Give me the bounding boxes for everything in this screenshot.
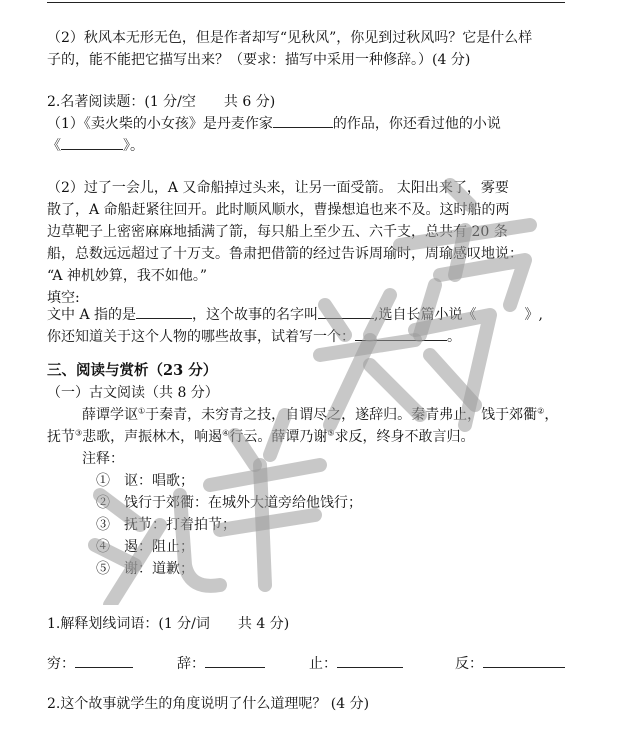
section3-subheading: （一）古文阅读（共 8 分） — [47, 385, 219, 401]
s2-q2-line: “A 神机妙算，我不如他。” — [47, 268, 208, 284]
author-blank[interactable] — [273, 113, 333, 128]
text-seg: 薛谭学讴 — [82, 407, 138, 423]
s2-q1-post: 的作品，你还看过他的小说 — [332, 116, 501, 132]
footnote-mark: ③ — [75, 428, 83, 438]
fill-label: 填空: — [47, 290, 80, 306]
novel-blank[interactable] — [61, 135, 123, 150]
q1-title: 1.解释划线词语：(1 分/词 共 4 分) — [47, 616, 290, 632]
section3-heading: 三、阅读与赏析（23 分） — [47, 362, 218, 379]
note-item: ③ 抚节：打着拍节； — [96, 517, 236, 533]
note-item: ① 讴：唱歌； — [96, 473, 194, 489]
word-explain-row — [47, 653, 567, 673]
s2-q2-line: （2）过了一会儿，A 又命船掉过头来，让另一面受箭。 太阳出来了，雾要 — [47, 180, 509, 196]
note-item: ⑤ 谢：道歉； — [96, 561, 194, 577]
q2-sub2-line2: 子的，能不能把它描写出来？（要求：描写中采用一种修辞。）(4 分) — [47, 52, 471, 68]
footnote-mark: ④ — [222, 428, 230, 438]
section2-title: 2.名著阅读题：(1 分/空 共 6 分) — [47, 94, 276, 110]
footnote-mark: ② — [537, 406, 545, 416]
classical-text-line1 — [82, 405, 558, 425]
text-seg: 行云。薛谭乃谢 — [229, 429, 328, 445]
word-item — [47, 653, 133, 674]
a-blank[interactable] — [136, 304, 192, 319]
text-seg: 悲歌，声振林木，响遏 — [82, 429, 223, 445]
s2-q2-line: 船，总数远远超过了十万支。鲁肃把借箭的经过告诉周瑜时，周瑜感叹地说： — [47, 246, 523, 262]
text-seg: 于秦青，未穷青之技，自谓尽之，遂辞归。秦青弗止，饯于郊衢 — [145, 407, 538, 423]
fill-c-text: ,选自长篇小说《 — [374, 307, 477, 323]
fill-line1 — [47, 304, 543, 325]
word-item — [177, 653, 265, 674]
fill-a-text: 文中 A 指的是 — [47, 307, 137, 323]
q2-title: 2.这个故事就学生的角度说明了什么道理呢？ (4 分) — [47, 696, 370, 712]
word-label: 辞： — [177, 656, 205, 672]
note-item: ④ 遏：阻止； — [96, 539, 194, 555]
notes-label: 注释： — [82, 451, 124, 467]
q2-sub2-line1: （2）秋风本无形无色，但是作者却写“见秋风”，你见到过秋风吗？它是什么样 — [47, 30, 533, 46]
word-label: 止： — [309, 656, 337, 672]
book-open-bracket: 《 — [47, 138, 61, 154]
word-item — [309, 653, 403, 674]
story-name-blank[interactable] — [318, 304, 374, 319]
s2-q1-pre: （1）《卖火柴的小女孩》是丹麦作家 — [47, 116, 273, 132]
word-blank[interactable] — [75, 653, 133, 668]
s2-q2-line: 边草靶子上密密麻麻地插满了箭，每只船上至少五、六千支，总共有 20 条 — [47, 224, 508, 240]
s2-q1-line2 — [47, 135, 144, 156]
note-item: ② 饯行于郊衢：在城外大道旁给他饯行； — [96, 495, 362, 511]
text-seg: 抚节 — [47, 429, 75, 445]
word-blank[interactable] — [205, 653, 265, 668]
word-label: 穷： — [47, 656, 75, 672]
fill-d-text: 》, — [524, 307, 543, 323]
book-close-bracket: 》。 — [123, 138, 144, 154]
s2-q1-line1 — [47, 113, 501, 134]
story-blank[interactable] — [355, 326, 447, 341]
fill-line2-text: 你还知道关于这个人物的哪些故事，试着写一个： — [47, 329, 355, 345]
footnote-mark: ① — [138, 406, 146, 416]
fill-line2-end: 。 — [447, 329, 461, 345]
fill-b-text: ，这个故事的名字叫 — [192, 307, 319, 323]
word-item — [455, 653, 565, 674]
text-seg: ， — [544, 407, 559, 423]
footnote-mark: ⑤ — [327, 428, 335, 438]
word-blank[interactable] — [483, 653, 565, 668]
fill-line2 — [47, 326, 461, 347]
word-label: 反： — [455, 656, 483, 672]
classical-text-line2 — [47, 427, 475, 447]
text-seg: 求反，终身不敢言归。 — [334, 429, 475, 445]
s2-q2-line: 散了，A 命船赶紧往回开。此时顺风顺水，曹操想追也来不及。这时船的两 — [47, 202, 510, 218]
top-rule — [47, 2, 565, 3]
word-blank[interactable] — [337, 653, 403, 668]
